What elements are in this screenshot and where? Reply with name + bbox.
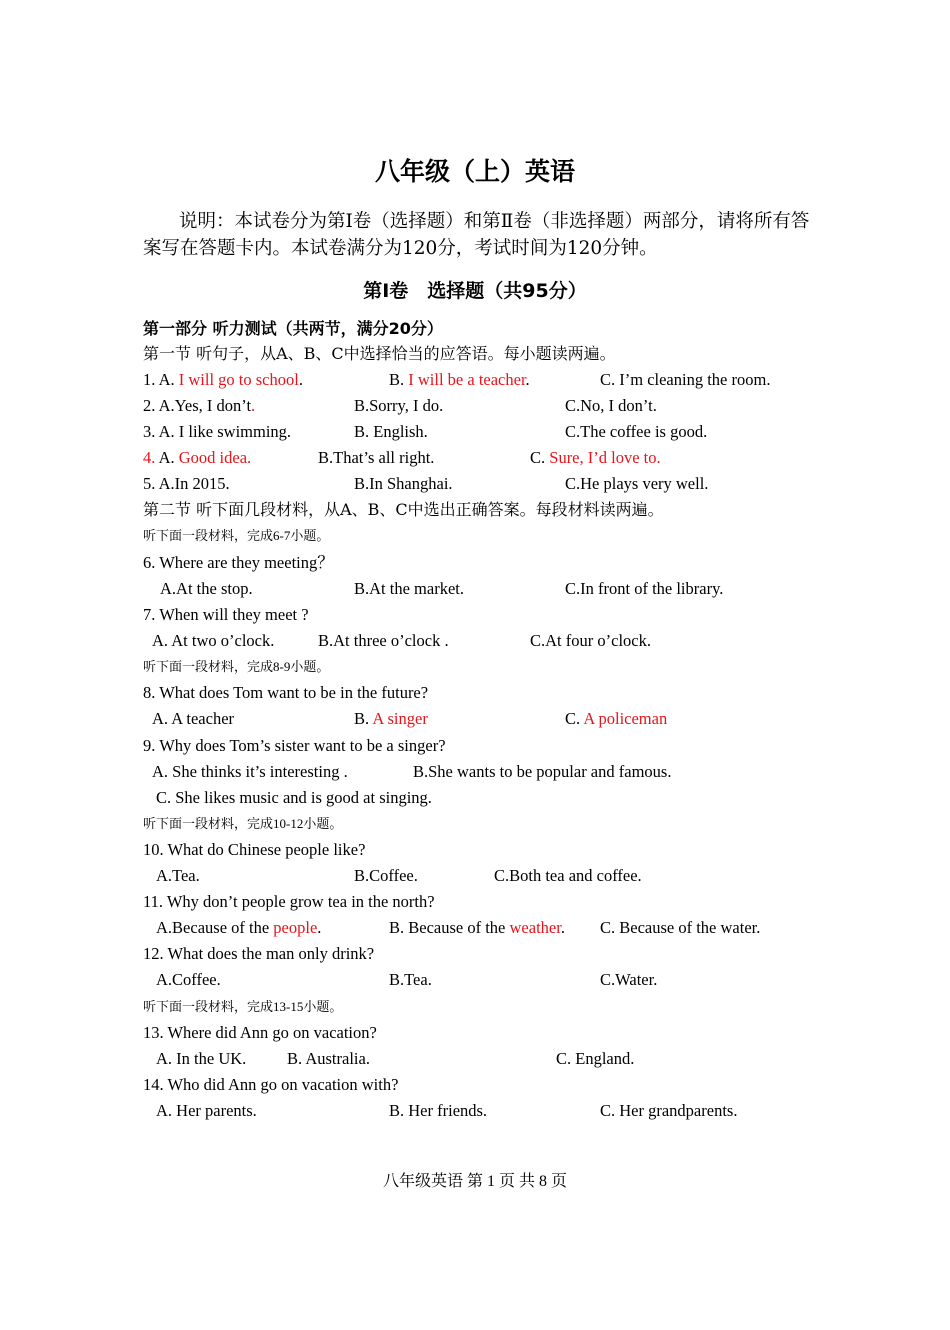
q7-option-c: C.At four o’clock. xyxy=(530,631,651,650)
q3-option-a: 3. A. I like swimming. xyxy=(143,422,292,441)
q1-option-b: B. I will be a teacher. xyxy=(389,370,530,389)
q2-option-a: 2. A.Yes, I don’t. xyxy=(143,396,256,415)
q13-option-c: C. England. xyxy=(556,1049,635,1068)
note-13-15: 听下面一段材料，完成13-15小题。 xyxy=(143,999,343,1014)
q8-option-a: A. A teacher xyxy=(152,709,235,728)
q2-option-c: C.No, I don’t. xyxy=(565,396,657,415)
q8-option-b: B. A singer xyxy=(354,709,428,728)
q9-question: 9. Why does Tom’s sister want to be a singer? xyxy=(143,736,446,755)
section2-instruction: 第二节 听下面几段材料，从A、B、C中选出正确答案。每段材料读两遍。 xyxy=(143,500,664,519)
q4-option-a: 4. A. Good idea. xyxy=(143,448,252,467)
q4-option-b: B.That’s all right. xyxy=(318,448,435,467)
q12-option-c: C.Water. xyxy=(600,970,658,989)
q12-option-a: A.Coffee. xyxy=(156,970,221,989)
q10-question: 10. What do Chinese people like? xyxy=(143,840,366,859)
q13-option-a: A. In the UK. xyxy=(156,1049,247,1068)
page-title: 八年级（上）英语 xyxy=(374,157,575,186)
q7-option-a: A. At two o’clock. xyxy=(152,631,275,650)
page-footer: 八年级英语 第 1 页 共 8 页 xyxy=(382,1173,567,1190)
section-title: 第Ⅰ卷 选择题（共95分） xyxy=(363,280,587,302)
note-10-12: 听下面一段材料，完成10-12小题。 xyxy=(143,816,343,831)
q9-option-c: C. She likes music and is good at singing. xyxy=(156,788,432,807)
q5-option-b: B.In Shanghai. xyxy=(354,474,453,493)
q3-option-b: B. English. xyxy=(354,422,428,441)
exam-instructions: 说明：本试卷分为第Ⅰ卷（选择题）和第Ⅱ卷（非选择题）两部分，请将所有答案写在答题卡内。本试卷满分为120分，考试时间为120分钟。 xyxy=(143,211,810,259)
q14-question: 14. Who did Ann go on vacation with? xyxy=(143,1075,399,1094)
q6-question: 6. Where are they meeting？ xyxy=(143,553,334,572)
q8-option-c: C. A policeman xyxy=(565,709,668,728)
q3-option-c: C.The coffee is good. xyxy=(565,422,708,441)
q1-option-a: 1. A. I will go to school. xyxy=(143,370,303,389)
q6-option-c: C.In front of the library. xyxy=(565,579,724,598)
q11-option-a: A.Because of the people. xyxy=(156,918,322,937)
q12-question: 12. What does the man only drink? xyxy=(143,944,375,963)
q6-option-b: B.At the market. xyxy=(354,579,464,598)
q13-question: 13. Where did Ann go on vacation? xyxy=(143,1023,377,1042)
note-6-7: 听下面一段材料，完成6-7小题。 xyxy=(143,528,330,543)
q5-option-a: 5. A.In 2015. xyxy=(143,474,230,493)
q7-option-b: B.At three o’clock . xyxy=(318,631,449,650)
q14-option-c: C. Her grandparents. xyxy=(600,1101,738,1120)
q14-option-b: B. Her friends. xyxy=(389,1101,488,1120)
note-8-9: 听下面一段材料，完成8-9小题。 xyxy=(143,659,330,674)
q12-option-b: B.Tea. xyxy=(389,970,432,989)
q7-question: 7. When will they meet ? xyxy=(143,605,309,624)
q4-option-c: C. Sure, I’d love to. xyxy=(530,448,661,467)
q13-option-b: B. Australia. xyxy=(287,1049,370,1068)
q9-option-a: A. She thinks it’s interesting . xyxy=(152,762,348,781)
q9-option-b: B.She wants to be popular and famous. xyxy=(413,762,672,781)
q11-option-b: B. Because of the weather. xyxy=(389,918,565,937)
q6-option-a: A.At the stop. xyxy=(160,579,253,598)
part1-heading: 第一部分 听力测试（共两节，满分20分） xyxy=(143,319,443,338)
q14-option-a: A. Her parents. xyxy=(156,1101,257,1120)
section1-instruction: 第一节 听句子，从A、B、C中选择恰当的应答语。每小题读两遍。 xyxy=(143,344,616,363)
q5-option-c: C.He plays very well. xyxy=(565,474,709,493)
q11-option-c: C. Because of the water. xyxy=(600,918,761,937)
q10-option-c: C.Both tea and coffee. xyxy=(494,866,642,885)
q8-question: 8. What does Tom want to be in the future? xyxy=(143,683,429,702)
q10-option-b: B.Coffee. xyxy=(354,866,418,885)
q2-option-b: B.Sorry, I do. xyxy=(354,396,444,415)
q1-option-c: C. I’m cleaning the room. xyxy=(600,370,771,389)
q11-question: 11. Why don’t people grow tea in the north? xyxy=(143,892,435,911)
q10-option-a: A.Tea. xyxy=(156,866,200,885)
